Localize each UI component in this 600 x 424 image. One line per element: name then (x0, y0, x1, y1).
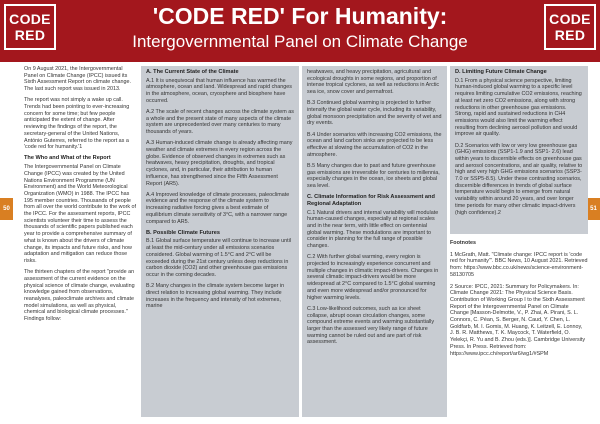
section-heading: D. Limiting Future Climate Change (455, 69, 547, 75)
column-findings-ab (141, 66, 299, 417)
finding: C.2 With further global warming, every region is projected to increasingly experience concurrent and multiple changes in climatic impact-drivers. Changes in several climatic impact-drivers would be more widespread at 2°C compared to 1.5°C global warming and even more widespread and/or pronounced for higher warming levels. (307, 254, 439, 301)
finding: A.1 It is unequivocal that human influence has warmed the atmosphere, ocean and land. Widespread and rapid changes in the atmosphere, ocean, cryosphere and biosphere have occurred. (146, 77, 292, 104)
page-header (0, 0, 600, 62)
page-subtitle: Intergovernmental Panel on Climate Change (132, 32, 468, 51)
page-number-left: 50 (0, 198, 13, 220)
finding: B.1 Global surface temperature will continue to increase until at least the mid-century under all emissions scenarios considered. Global warming of 1.5°C and 2°C will be exceeded during the 21st century unless deep reductions in carbon dioxide (CO2) and other greenhouse gas emissions occur in the coming decades. (146, 238, 292, 278)
finding: D.1 From a physical science perspective, limiting human-induced global warming to a specific level requires limiting cumulative CO2 emissions, reaching at least net zero CO2 emissions, along with strong reductions in other greenhouse gas emissions. Strong, rapid and sustained reductions in CH4 emissions would also limit the warming effect resulting from declining aerosol pollution and would improve air quality. (455, 77, 582, 138)
footnote: 1 McGrath, Matt. "Climate change: IPCC report is 'code red for humanity'". BBC News, 10 August 2021. Retrieved from: https://www.bbc.co.uk/news/science-environment-58130705 (450, 251, 588, 278)
finding: A.2 The scale of recent changes across the climate system as a whole and the present state of many aspects of the climate system are unprecedented over many centuries to many thousands of years. (146, 109, 294, 136)
logo-line-2: RED (554, 27, 586, 43)
finding: B.2 Many changes in the climate system become larger in direct relation to increasing global warming. They include increases in the frequency and intensity of hot extremes, marine (146, 283, 285, 310)
finding: A.4 Improved knowledge of climate processes, paleoclimate evidence and the response of the climate system to increasing radiative forcing gives a best estimate of equilibrium climate sensitivity of 3°C, with a narrower range compared to AR5. (146, 191, 290, 225)
section-heading: C. Climate Information for Risk Assessment and Regional Adaptation (307, 194, 435, 207)
paragraph: The Intergovernmental Panel on Climate Change (IPCC) was created by the United Nations Environment Programme (UN Environment) and the World Meteorological Organization (WMO) in 1988. The IPCC has 195 member countries. Thousands of people from all over the world contribute to the work of the IPCC. For the assessment reports, IPCC scientists volunteer their time to assess the thousands of scientific papers published each year to provide a comprehensive summary of what is known about the drivers of climate change, its impacts and future risks, and how adaptation and mitigation can reduce those risks. (24, 164, 137, 264)
finding: C.3 Low-likelihood outcomes, such as ice sheet collapse, abrupt ocean circulation changes, some compound extreme events and warming substantially larger than the assessed very likely range of future warming cannot be ruled out and are part of risk assessment. (307, 305, 435, 346)
code-red-logo-right (544, 4, 596, 50)
section-heading: B. Possible Climate Futures (146, 229, 220, 236)
paragraph: On 9 August 2021, the Intergovernmental Panel on Climate Change (IPCC) issued its Sixth Assessment Report on climate change. The last such report was issued in 2013. (24, 66, 131, 93)
page-title: 'CODE RED' For Humanity: (152, 3, 448, 29)
finding: B.5 Many changes due to past and future greenhouse gas emissions are irreversible for centuries to millennia, especially changes in the ocean, ice sheets and global sea level. (307, 162, 440, 190)
logo-line-2: RED (14, 27, 46, 43)
findings-panel (450, 66, 588, 234)
footnotes-heading: Footnotes (450, 240, 477, 246)
findings-panel (141, 66, 299, 417)
page-number-right: 51 (587, 198, 600, 220)
column-intro (24, 66, 137, 327)
paragraph: The report was not simply a wake up call. Trends had been pointing to ever-increasing concern for some time; but few people anticipated the extent of change. After reviewing the findings of the report, the secretary-general of the United Nations, António Guterres, referred to the report as a 'code red for humanity.'1 (24, 97, 130, 151)
finding: A.3 Human-induced climate change is already affecting many weather and climate extremes in every region across the globe. Evidence of observed changes in extremes such as heatwaves, heavy precipitation, droughts, and tropical cyclones, and, in particular, their attribution to human influence, has strengthened since the Fifth Assessment Report (AR5). (146, 140, 293, 187)
logo-line-1: CODE (549, 11, 591, 27)
section-heading: A. The Current State of the Climate (146, 69, 239, 75)
column-findings-bc (302, 66, 447, 417)
findings-panel (302, 66, 447, 417)
finding: C.1 Natural drivers and internal variability will modulate human-caused changes, especially at regional scales and in the near term, with little effect on centennial global warming. These modulations are important to consider in planning for the full range of possible changes. (307, 209, 439, 250)
footnote: 2 Source: IPCC, 2021: Summary for Policymakers. In: Climate Change 2021: The Physical Science Basis. Contribution of Working Group I to the Sixth Assessment Report of the Intergovernmental Panel on Climate Change [Masson-Delmotte, V., P. Zhai, A. Pirani, S. L. Connors, C. Péan, S. Berger, N. Caud, Y. Chen, L. Goldfarb, M. I. Gomis, M. Huang, K. Leitzell, E. Lonnoy, J. B. R. Matthews, T. K. Maycock, T. Waterfield, O. Yelekçi, R. Yu and B. Zhou (eds.)]. Cambridge University Press. In Press. Retrieved from: https://www.ipcc.ch/report/ar6/wg1/#SPM (450, 283, 586, 357)
finding: B.3 Continued global warming is projected to further intensify the global water cycle, including its variability, global monsoon precipitation and the severity of wet and dry events. (307, 100, 442, 127)
code-red-logo-left (4, 4, 56, 50)
paragraph: The thirteen chapters of the report "provide an assessment of the current evidence on the physical science of climate change, evaluating knowledge gained from observations, reanalyses, paleoclimate archives and climate model simulations, as well as physical, chemical and biological climate processes." Findings follow: (24, 269, 135, 323)
section-heading: The Who and What of the Report (24, 155, 111, 162)
finding: heatwaves, and heavy precipitation, agricultural and ecological droughts in some regions, and proportion of intense tropical cyclones, as well as reductions in Arctic sea ice, snow cover and permafrost. (307, 69, 440, 96)
finding: D.2 Scenarios with low or very low greenhouse gas (GHG) emissions (SSP1-1.9 and SSP1- 2.6) lead within years to discernible effects on greenhouse gas and aerosol concentrations, and air quality, relative to high and very high GHG emissions scenarios (SSP3-7.0 or SSP5-8.5). Under these contrasting scenarios, discernible differences in trends of global surface temperature would begin to emerge from natural variability within around 20 years, and over longer time periods for many other climatic impact-drivers (high confidence).2 (455, 142, 583, 216)
column-findings-d (450, 66, 588, 362)
logo-line-1: CODE (9, 11, 51, 27)
finding: B.4 Under scenarios with increasing CO2 emissions, the ocean and land carbon sinks are projected to be less effective at slowing the accumulation of CO2 in the atmosphere. (307, 131, 442, 158)
footnotes (450, 240, 588, 357)
